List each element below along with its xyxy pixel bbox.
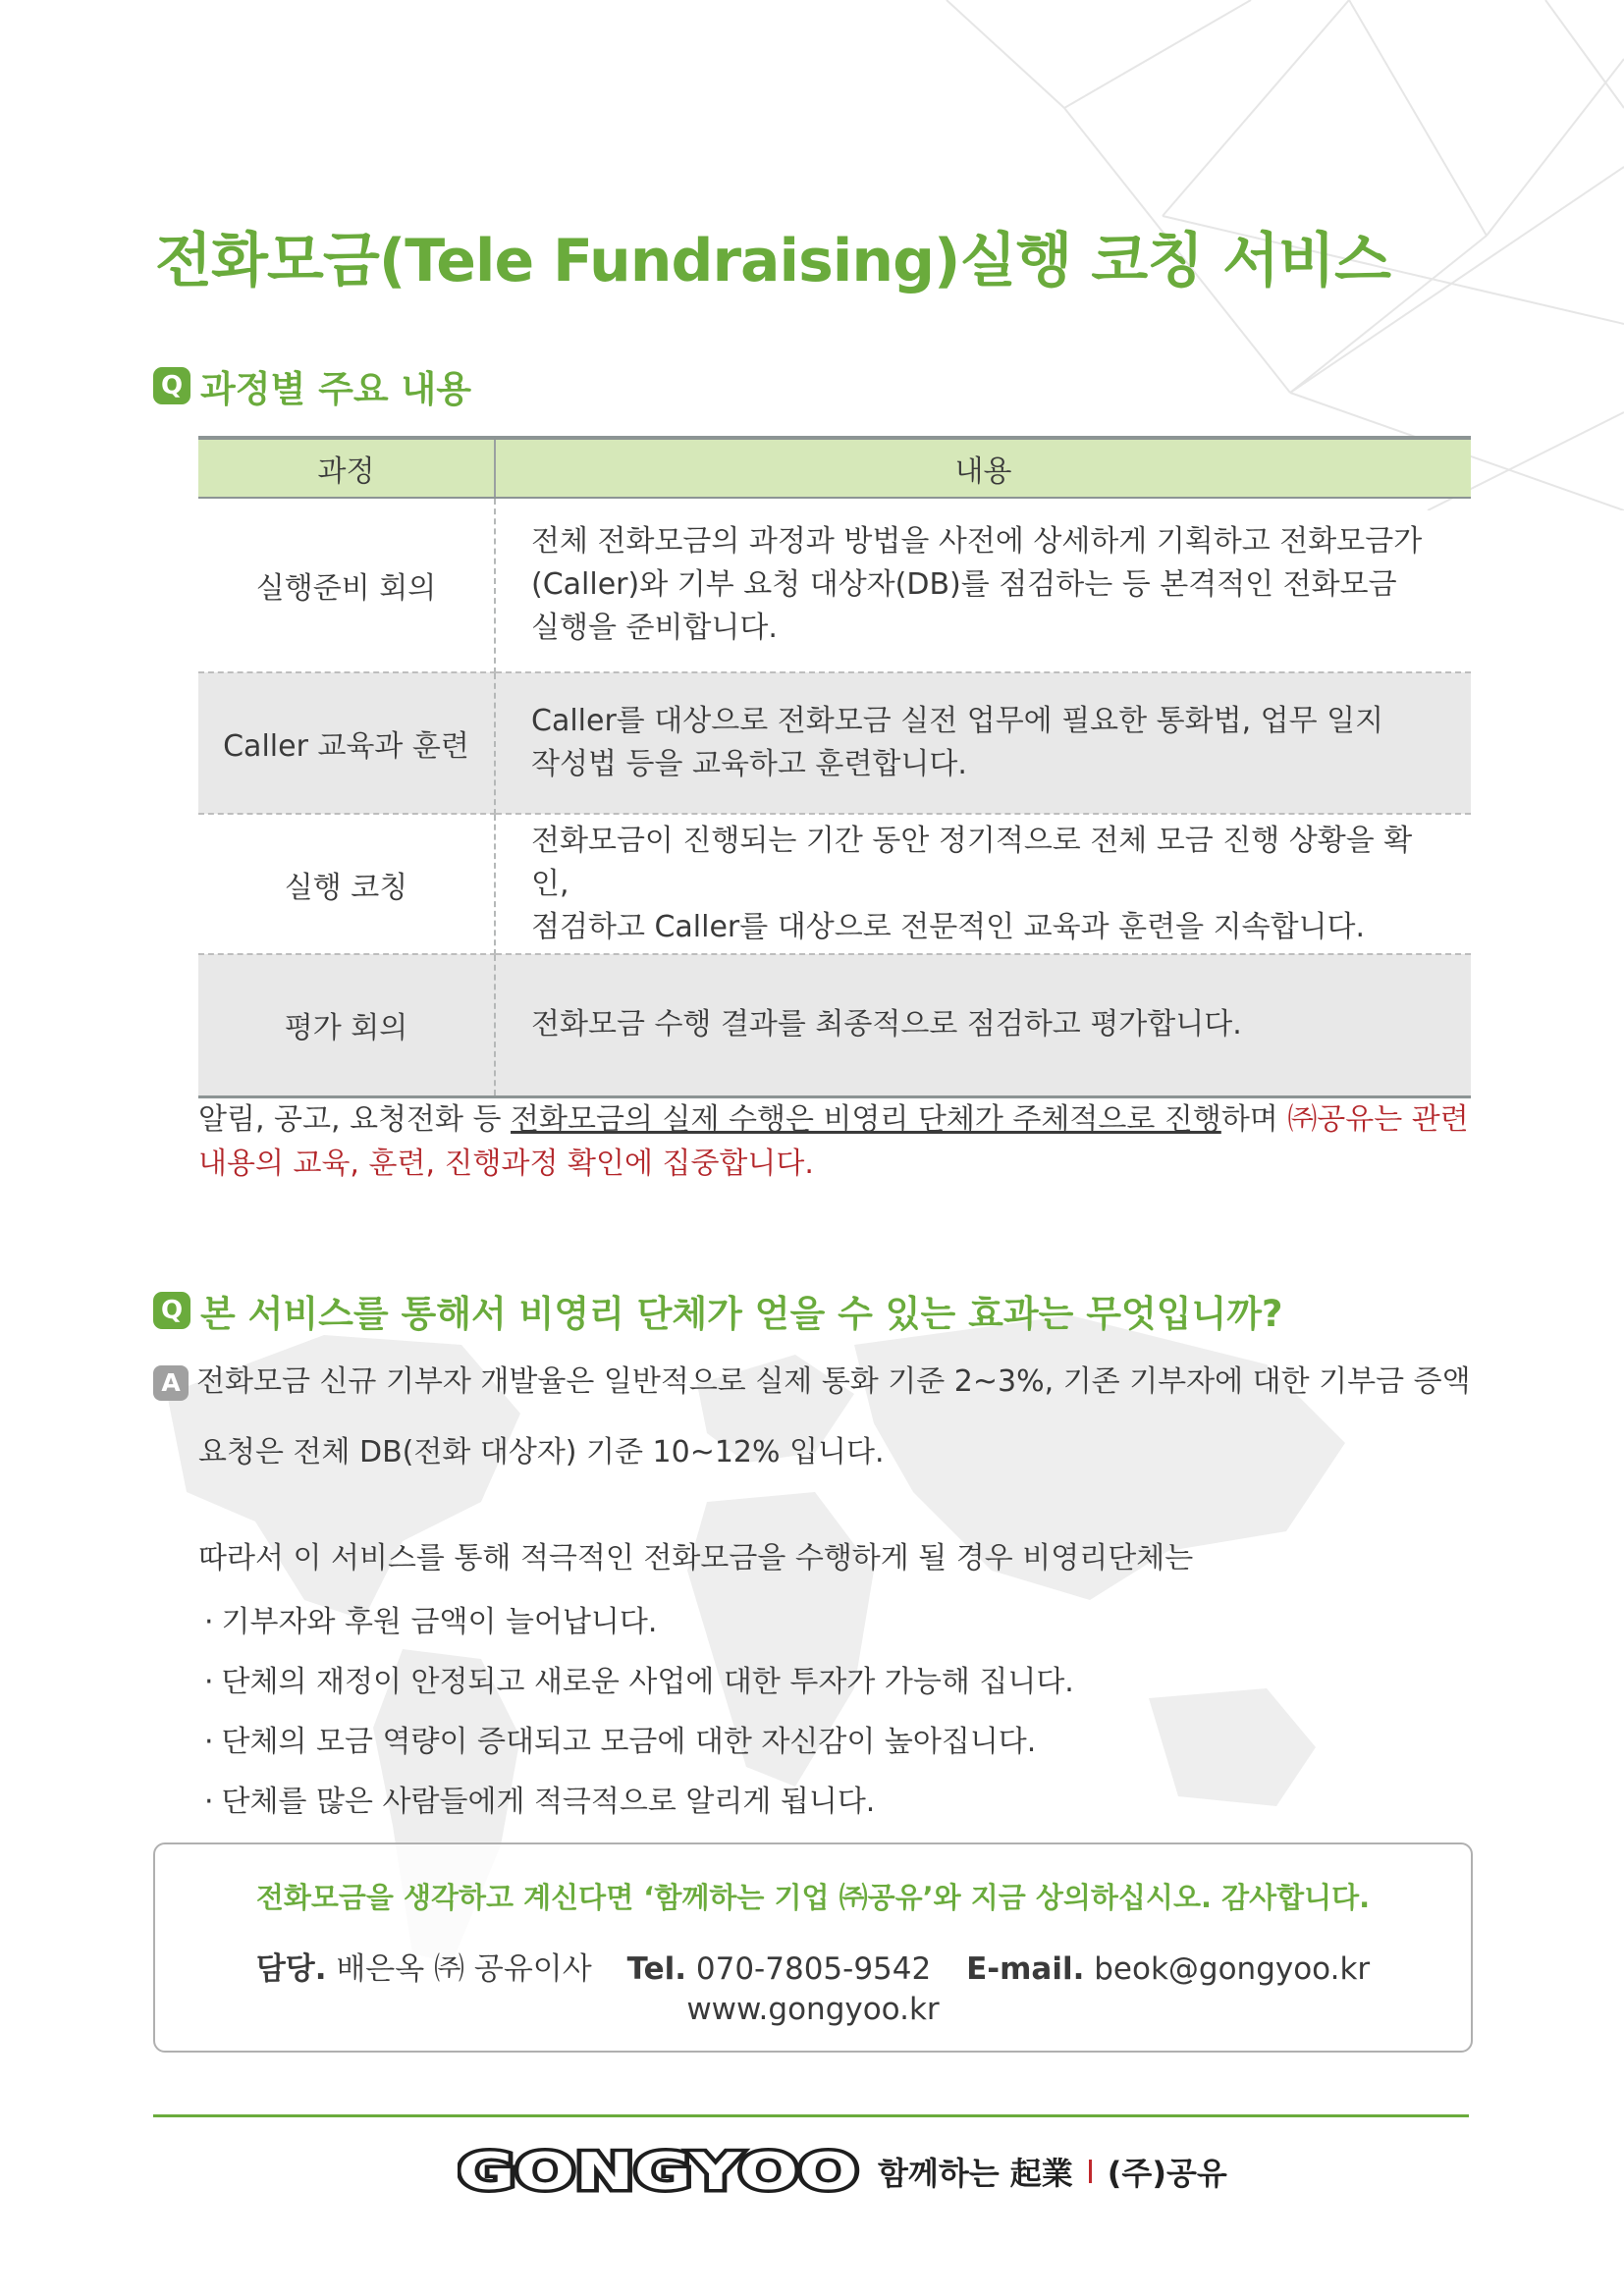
process-content-cell: 전화모금이 진행되는 기간 동안 정기적으로 전체 모금 진행 상황을 확인, 점검하고 Caller를 대상으로 전문적인 교육과 훈련을 지속합니다.: [495, 814, 1471, 954]
page-title: 전화모금(Tele Fundraising)실행 코칭 서비스: [155, 227, 1390, 295]
footer: [458, 2144, 1227, 2199]
list-item: · 기부자와 후원 금액이 늘어납니다.: [204, 1592, 1074, 1652]
notice-highlight: ㈜공유는 관련 내용의 교육, 훈련, 진행과정 확인에 집중합니다.: [198, 1102, 1469, 1181]
footer-company: (주)공유: [1107, 2155, 1227, 2192]
notice-text: [198, 1097, 1485, 1186]
person-name: 배은옥 ㈜ 공유이사: [336, 1951, 592, 1987]
email-label: E-mail.: [966, 1951, 1085, 1987]
contact-info: [155, 1944, 1471, 1988]
question-badge-icon: Q: [153, 367, 190, 404]
answer-line-2: 요청은 전체 DB(전화 대상자) 기준 10~12% 입니다.: [198, 1435, 885, 1469]
table-header-row: [198, 438, 1471, 498]
list-item: · 단체의 재정이 안정되고 새로운 사업에 대한 투자가 가능해 집니다.: [204, 1652, 1074, 1712]
tel-label: Tel.: [626, 1951, 687, 1987]
answer-line-1: [153, 1357, 1471, 1401]
website-link[interactable]: www.gongyoo.kr: [686, 1992, 940, 2027]
notice-underlined: 전화모금의 실제 수행은 비영리 단체가 주체적으로 진행: [511, 1102, 1221, 1137]
tel-number[interactable]: 070-7805-9542: [695, 1951, 932, 1987]
process-name-cell: 실행 코칭: [198, 814, 495, 954]
notice-part2: 하며: [1220, 1102, 1288, 1137]
benefit-list: [204, 1592, 1074, 1832]
section-heading-text: 과정별 주요 내용: [200, 368, 471, 410]
process-name-cell: Caller 교육과 훈련: [198, 672, 495, 814]
process-content-cell: Caller를 대상으로 전화모금 실전 업무에 필요한 통화법, 업무 일지 작성법 등을 교육하고 훈련합니다.: [495, 672, 1471, 814]
table-row: [198, 498, 1471, 672]
process-name-cell: 평가 회의: [198, 954, 495, 1096]
process-content-cell: 전화모금 수행 결과를 최종적으로 점검하고 평가합니다.: [495, 954, 1471, 1096]
list-item: · 단체의 모금 역량이 증대되고 모금에 대한 자신감이 높아집니다.: [204, 1712, 1074, 1772]
process-table: [198, 436, 1471, 1098]
answer-badge-icon: A: [153, 1365, 189, 1401]
logo-text: GONGYOO: [458, 2144, 858, 2199]
gongyoo-logo: [458, 2144, 860, 2199]
footer-separator: [1089, 2160, 1092, 2183]
answer-lead: 따라서 이 서비스를 통해 적극적인 전화모금을 수행하게 될 경우 비영리단체는: [198, 1541, 1194, 1575]
table-row: [198, 814, 1471, 954]
table-row: [198, 672, 1471, 814]
email-address[interactable]: beok@gongyoo.kr: [1094, 1951, 1371, 1987]
question-badge-icon: Q: [153, 1292, 190, 1329]
process-content-cell: 전체 전화모금의 과정과 방법을 사전에 상세하게 기획하고 전화모금가 (Caller)와 기부 요청 대상자(DB)를 점검하는 등 본격적인 전화모금 실행을 준비합니다.: [495, 498, 1471, 672]
list-item: · 단체를 많은 사람들에게 적극적으로 알리게 됩니다.: [204, 1772, 1074, 1832]
footer-divider: [153, 2114, 1469, 2117]
footer-tagline: 함께하는 起業: [878, 2155, 1073, 2192]
section-heading-process: [153, 359, 471, 412]
table-row: [198, 954, 1471, 1096]
notice-part1: 알림, 공고, 요청전화 등: [198, 1102, 512, 1137]
process-name-cell: 실행준비 회의: [198, 498, 495, 672]
section-heading-text: 본 서비스를 통해서 비영리 단체가 얻을 수 있는 효과는 무엇입니까?: [200, 1293, 1283, 1335]
answer-text-1: 전화모금 신규 기부자 개발율은 일반적으로 실제 통화 기준 2~3%, 기존 기부자에 대한 기부금 증액: [196, 1364, 1471, 1399]
person-label: 담당.: [255, 1951, 327, 1987]
column-header-content: 내용: [495, 438, 1471, 498]
contact-cta: 전화모금을 생각하고 계신다면 ‘함께하는 기업 ㈜공유’와 지금 상의하십시오. 감사합니다.: [255, 1881, 1371, 1914]
contact-box: [153, 1842, 1473, 2053]
column-header-process: 과정: [198, 438, 495, 498]
section-heading-effects: [153, 1284, 1282, 1337]
